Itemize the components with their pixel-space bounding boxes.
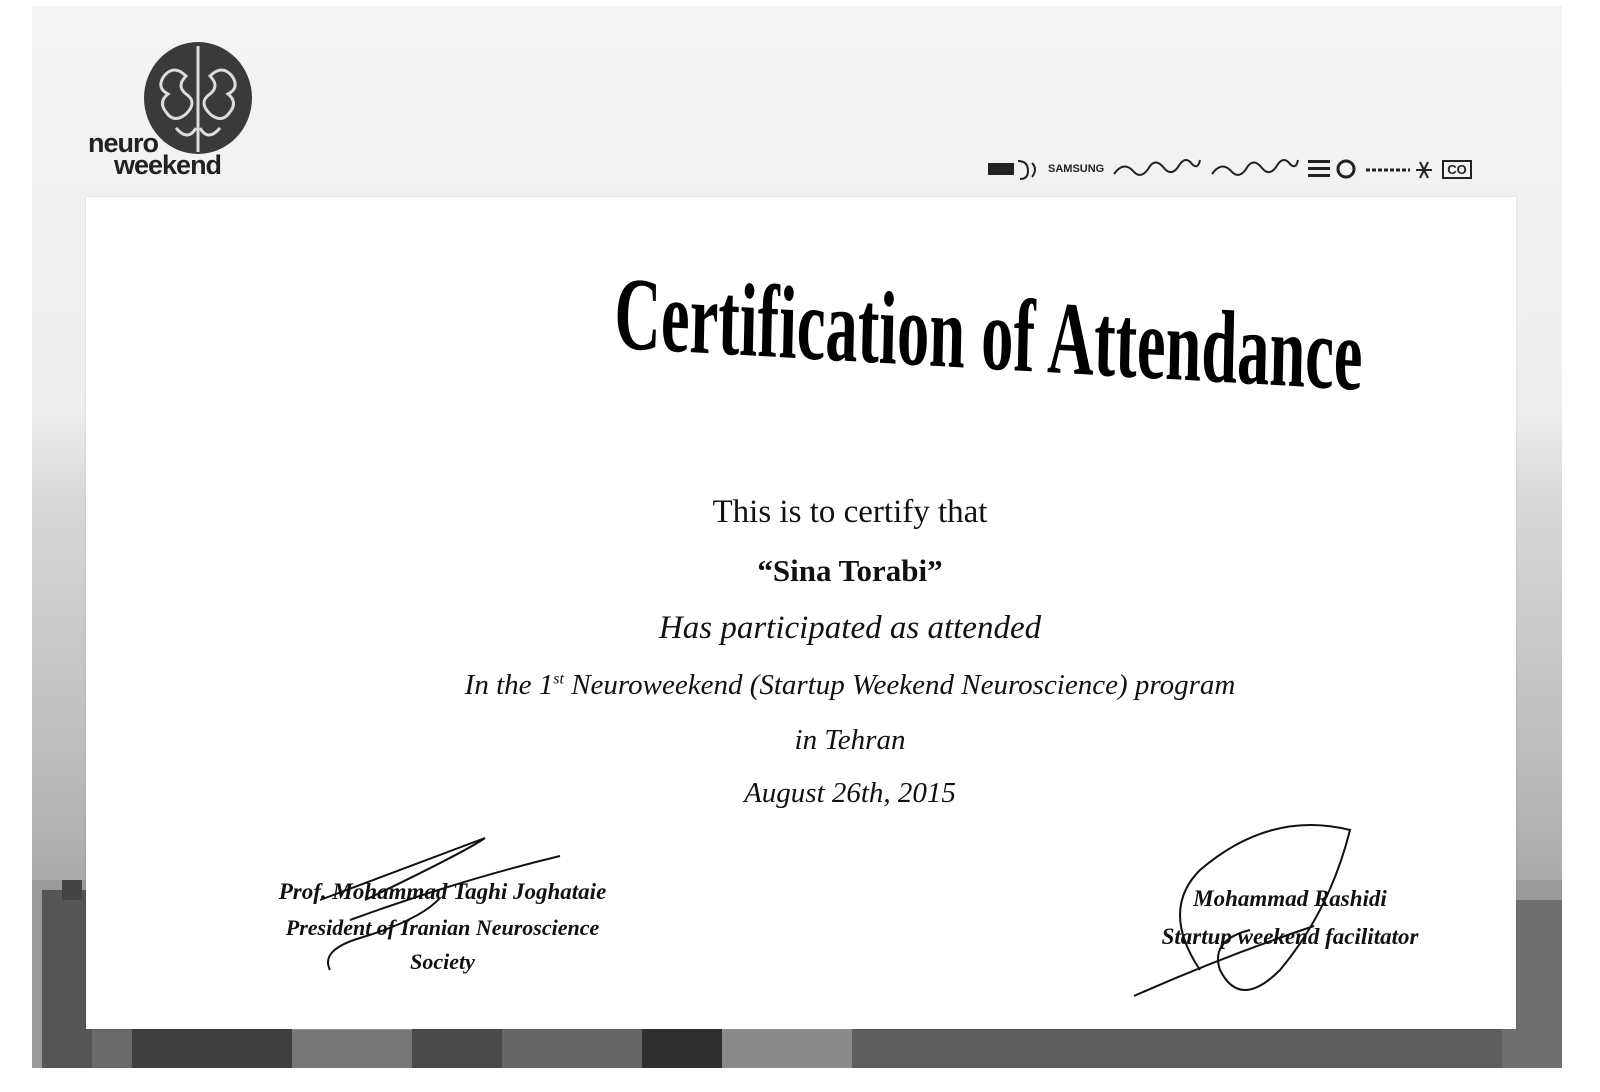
logo-line-neuro: neuro (88, 128, 159, 158)
co-logo: CO (1442, 160, 1472, 179)
participation-statement: Has participated as attended (658, 610, 1042, 646)
event-city: in Tehran (794, 724, 906, 756)
samsung-logo: SAMSUNG (1048, 163, 1105, 175)
logo-line-weekend: weekend (114, 150, 222, 180)
sponsor-logo-calligraphy-2-icon (1210, 156, 1300, 182)
program-prefix: In the 1 (464, 669, 554, 701)
sponsor-logos (988, 152, 1503, 186)
program-ordinal: st (553, 670, 564, 688)
event-date: August 26th, 2015 (744, 777, 956, 809)
program-statement (280, 669, 1420, 702)
signatory-left-role-line2: Society (410, 949, 475, 974)
sponsor-logo-calligraphy-1-icon (1112, 156, 1202, 182)
sponsor-logo-1-icon (988, 157, 1040, 181)
sponsor-logo-bars-icon (1308, 156, 1356, 182)
sponsor-logo-text-icon (1364, 158, 1434, 180)
signatory-right-name: Mohammad Rashidi (1193, 886, 1387, 911)
signatory-left-role-line1: President of Iranian Neuroscience (285, 915, 600, 940)
certify-statement: This is to certify that (712, 494, 988, 530)
program-rest: Neuroweekend (Startup Weekend Neuroscience) program (563, 669, 1236, 701)
signatory-right (1135, 880, 1445, 956)
certificate-title: Certification of Attendance (613, 255, 1364, 413)
neuroweekend-logo (88, 128, 222, 180)
signatory-left-name: Prof. Mohammad Taghi Joghataie (278, 879, 607, 904)
signatory-right-role: Startup weekend facilitator (1161, 924, 1419, 949)
signatory-left (250, 873, 635, 979)
recipient-name: “Sina Torabi” (757, 553, 943, 588)
